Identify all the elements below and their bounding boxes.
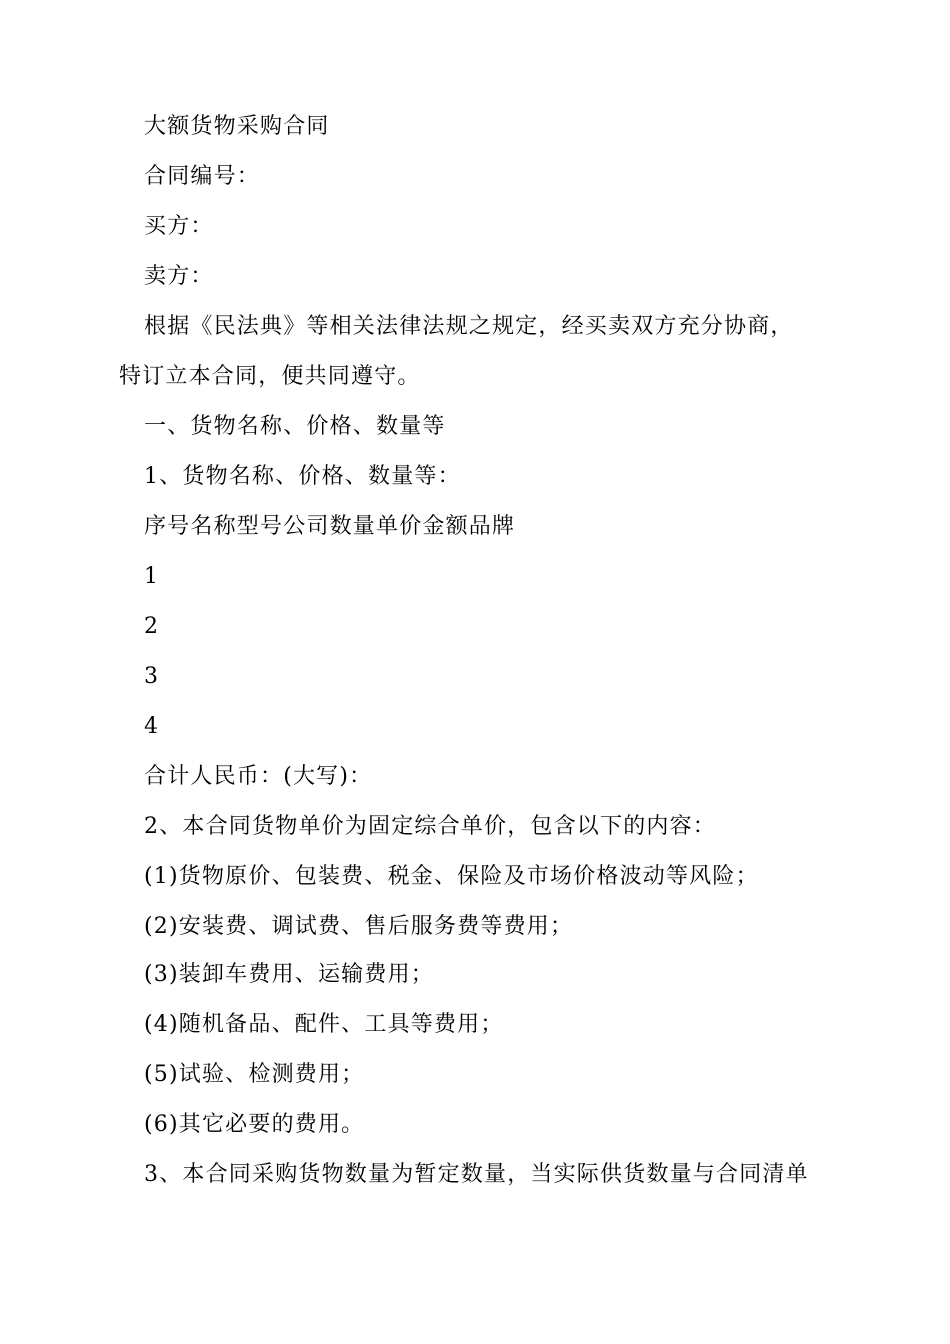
- item-2-sub-4: (4)随机备品、配件、工具等费用；: [144, 1012, 504, 1037]
- item-3-text: 3、本合同采购货物数量为暂定数量，当实际供货数量与合同清单: [144, 1162, 809, 1187]
- contract-number-label: 合同编号：: [144, 164, 261, 189]
- section-1-heading: 一、货物名称、价格、数量等: [144, 414, 446, 439]
- item-1-heading: 1、货物名称、价格、数量等：: [144, 464, 461, 489]
- document-title: 大额货物采购合同: [144, 114, 330, 139]
- table-row-number: 3: [144, 664, 160, 689]
- table-row-number: 1: [144, 564, 160, 589]
- table-row-number: 4: [144, 714, 160, 739]
- table-row-number: 2: [144, 614, 160, 639]
- preamble-line-1: 根据《民法典》等相关法律法规之规定，经买卖双方充分协商，: [144, 314, 794, 339]
- item-2-sub-6: (6)其它必要的费用。: [144, 1112, 365, 1137]
- buyer-label: 买方：: [144, 214, 214, 239]
- item-2-sub-1: (1)货物原价、包装费、税金、保险及市场价格波动等风险；: [144, 864, 759, 889]
- preamble-line-2: 特订立本合同，便共同遵守。: [119, 364, 421, 389]
- item-2-heading: 2、本合同货物单价为固定综合单价，包含以下的内容：: [144, 814, 716, 839]
- table-header-line: 序号名称型号公司数量单价金额品牌: [144, 514, 516, 539]
- item-2-sub-5: (5)试验、检测费用；: [144, 1062, 365, 1087]
- seller-label: 卖方：: [144, 264, 214, 289]
- total-label: 合计人民币：(大写)：: [144, 764, 373, 789]
- item-2-sub-3: (3)装卸车费用、运输费用；: [144, 962, 434, 987]
- item-2-sub-2: (2)安装费、调试费、售后服务费等费用；: [144, 914, 574, 939]
